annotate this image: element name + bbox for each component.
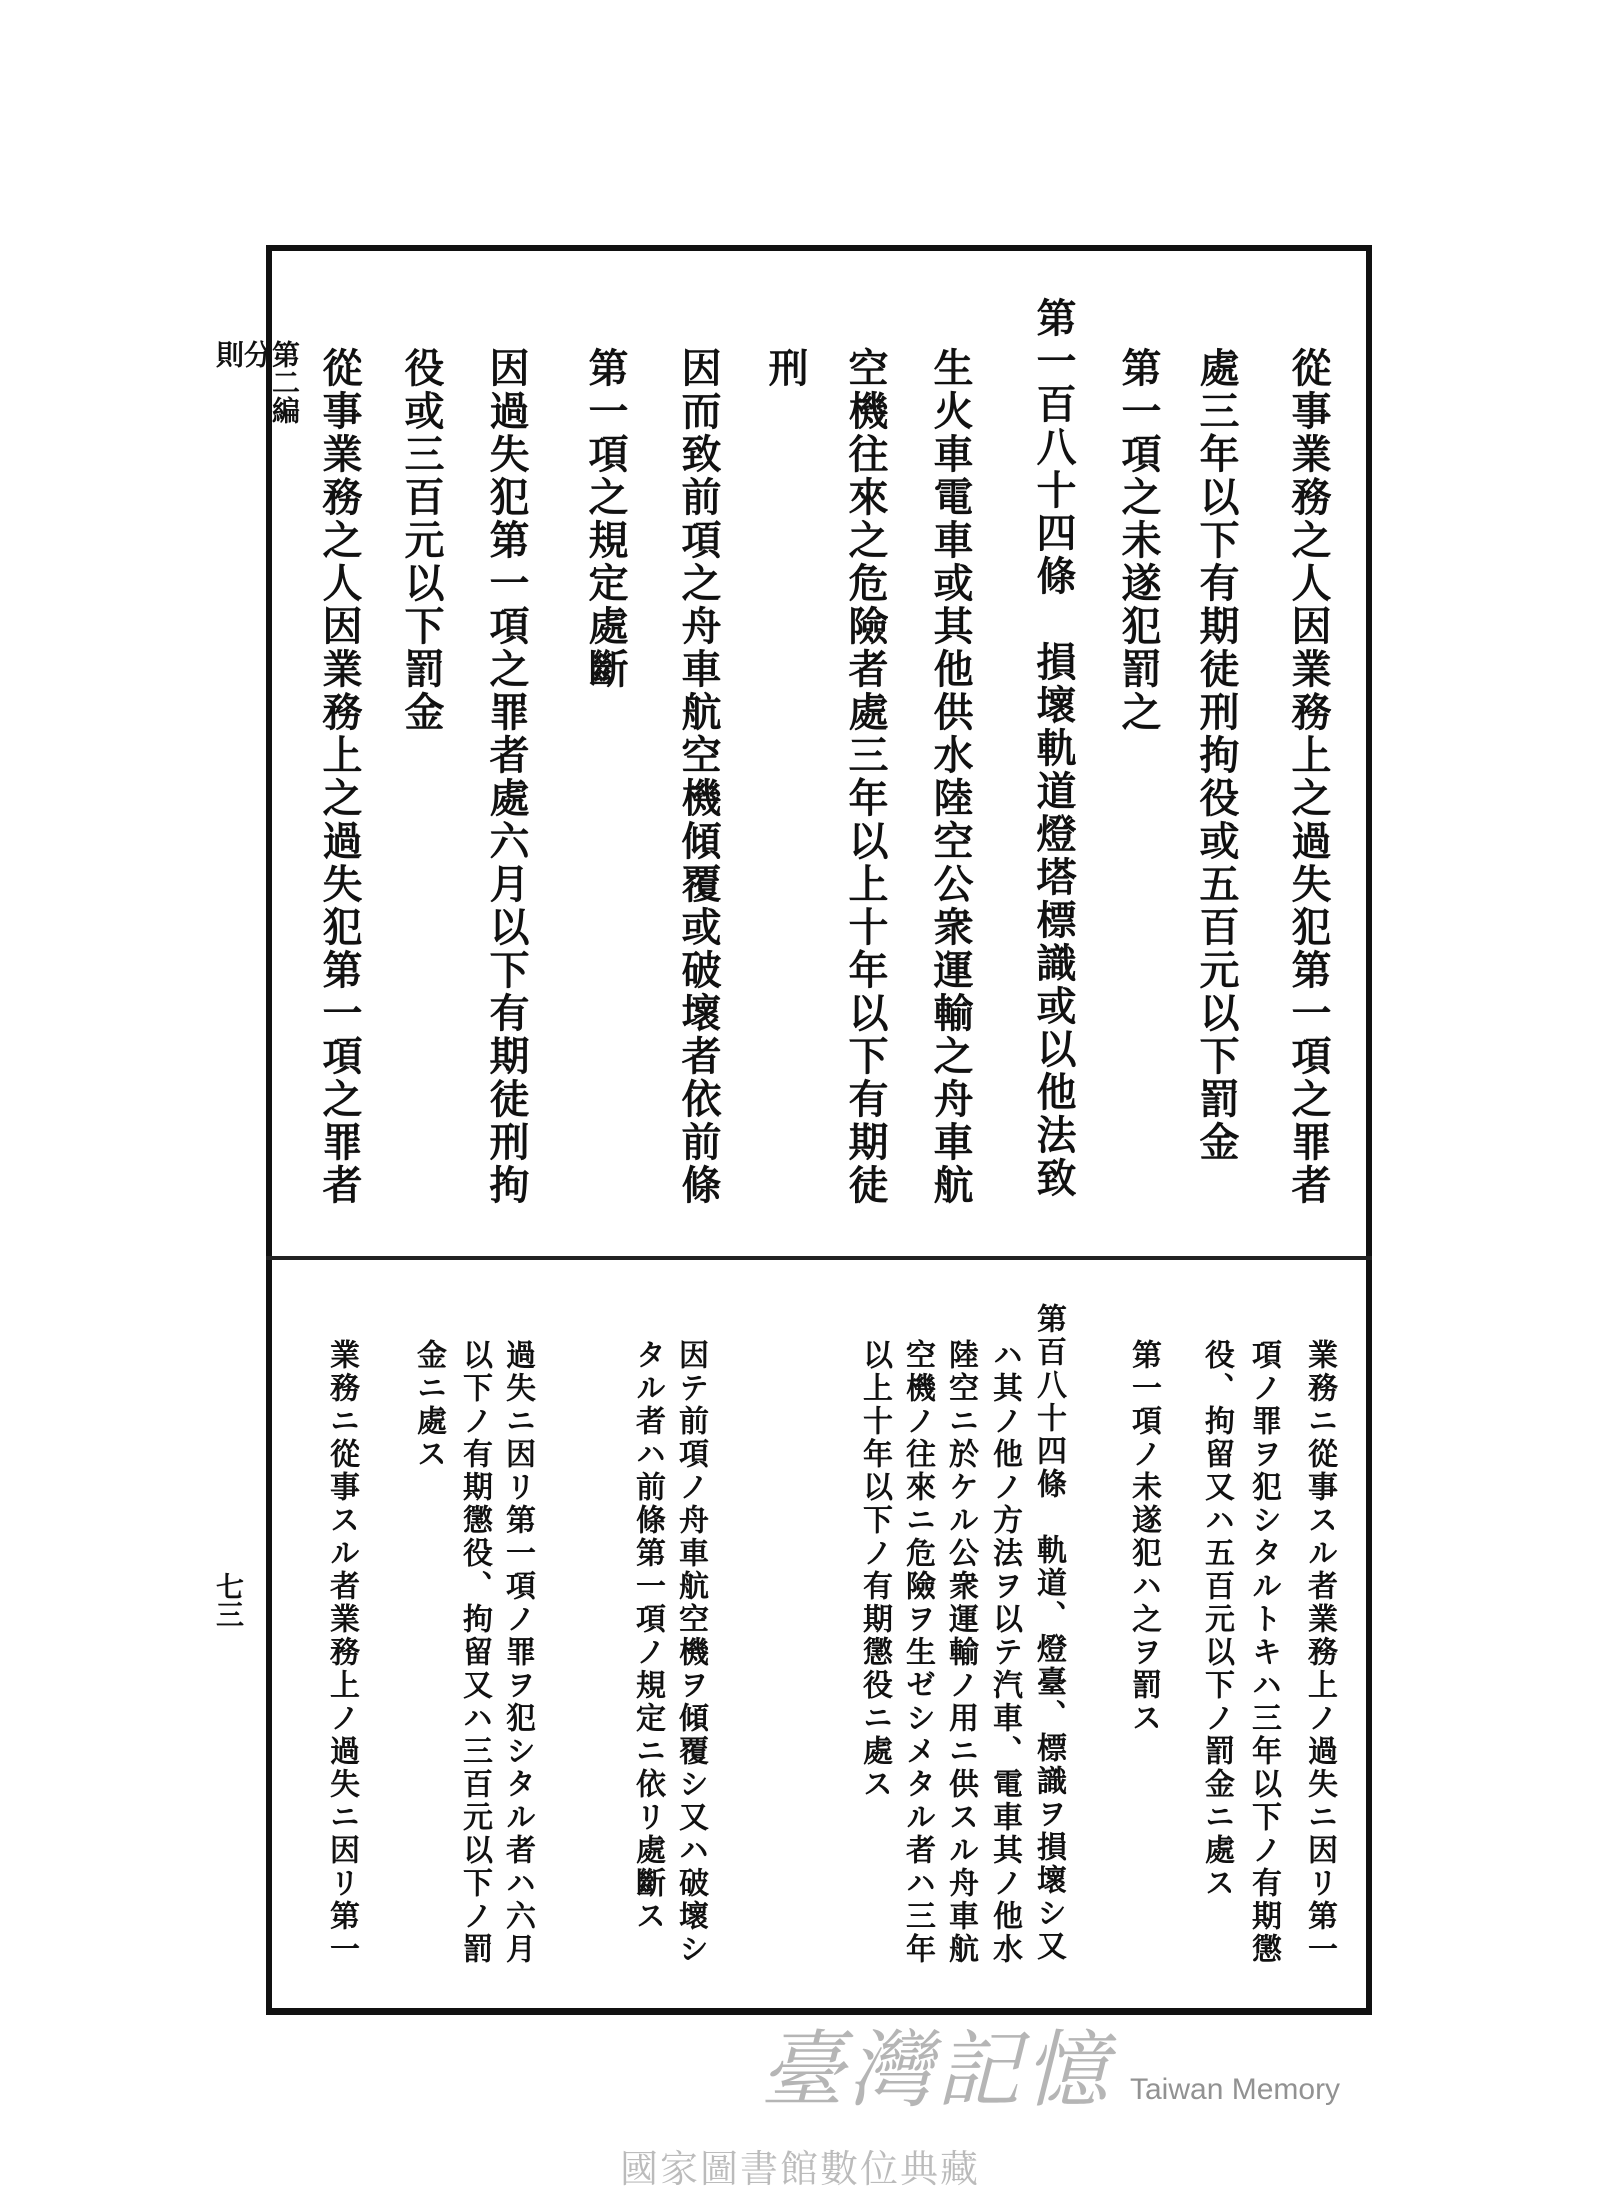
text-column: 業務ニ從事スル者業務上ノ過失ニ因リ第一 [1302, 1339, 1337, 1966]
text-column: 因而致前項之舟車航空機傾覆或破壞者依前條 [675, 347, 722, 1207]
text-column: 以下ノ有期懲役、拘留又ハ三百元以下ノ罰 [457, 1339, 492, 1966]
text-column: タル者ハ前條第一項ノ規定ニ依リ處斷ス [630, 1339, 665, 1933]
page-number: 七三 [212, 1572, 245, 1628]
text-column: 金ニ處ス [411, 1339, 446, 1471]
text-column: 空機ノ往來ニ危險ヲ生ゼシメタル者ハ三年 [900, 1339, 935, 1966]
text-column: 以上十年以下ノ有期懲役ニ處ス [857, 1339, 892, 1801]
text-column: 從事業務之人因業務上之過失犯第一項之罪者 [1285, 347, 1332, 1207]
text-column: 第一項之規定處斷 [582, 347, 629, 691]
text-column: 從事業務之人因業務上之過失犯第一項之罪者 [316, 347, 363, 1207]
watermark-english: Taiwan Memory [1130, 2073, 1341, 2106]
text-column: 空機往來之危險者處三年以上十年以下有期徒 [842, 347, 889, 1207]
chapter-title [212, 340, 301, 480]
text-column: 業務ニ從事スル者業務上ノ過失ニ因リ第一 [324, 1339, 359, 1966]
text-column: 第一項之未遂犯罰之 [1115, 347, 1162, 734]
text-column: ハ其ノ他ノ方法ヲ以テ汽車、電車其ノ他水 [987, 1339, 1022, 1966]
chapter-part: 則 [212, 340, 245, 368]
chapter-part: 分 [240, 340, 273, 368]
text-column: 項ノ罪ヲ犯シタルトキハ三年以下ノ有期懲 [1246, 1339, 1281, 1966]
watermark-logo: 臺灣記憶 [760, 2021, 1113, 2119]
text-column: 役、拘留又ハ五百元以下ノ罰金ニ處ス [1199, 1339, 1234, 1900]
text-column: 第一項ノ未遂犯ハ之ヲ罰ス [1126, 1339, 1161, 1735]
text-column: 因過失犯第一項之罪者處六月以下有期徒刑拘 [483, 347, 530, 1207]
text-column: 生火車電車或其他供水陸空公衆運輸之舟車航 [927, 347, 974, 1207]
section-divider [266, 1256, 1372, 1260]
text-column: 役或三百元以下罰金 [398, 347, 445, 734]
text-column: 過失ニ因リ第一項ノ罪ヲ犯シタル者ハ六月 [500, 1339, 535, 1966]
text-column: 處三年以下有期徒刑拘役或五百元以下罰金 [1193, 347, 1240, 1164]
chapter-part: 第二編 [268, 340, 301, 424]
footer-credit: 國家圖書館數位典藏 [619, 2147, 980, 2191]
text-column: 陸空ニ於ケル公衆運輸ノ用ニ供スル舟車航 [943, 1339, 978, 1966]
article-heading-column: 第百八十四條 軌道、燈臺、標識ヲ損壞シ又 [1031, 1303, 1066, 1963]
article-heading-column: 第一百八十四條 損壞軌道燈塔標識或以他法致 [1030, 297, 1077, 1200]
text-column: 因テ前項ノ舟車航空機ヲ傾覆シ又ハ破壞シ [673, 1339, 708, 1966]
text-column: 刑 [762, 347, 809, 390]
